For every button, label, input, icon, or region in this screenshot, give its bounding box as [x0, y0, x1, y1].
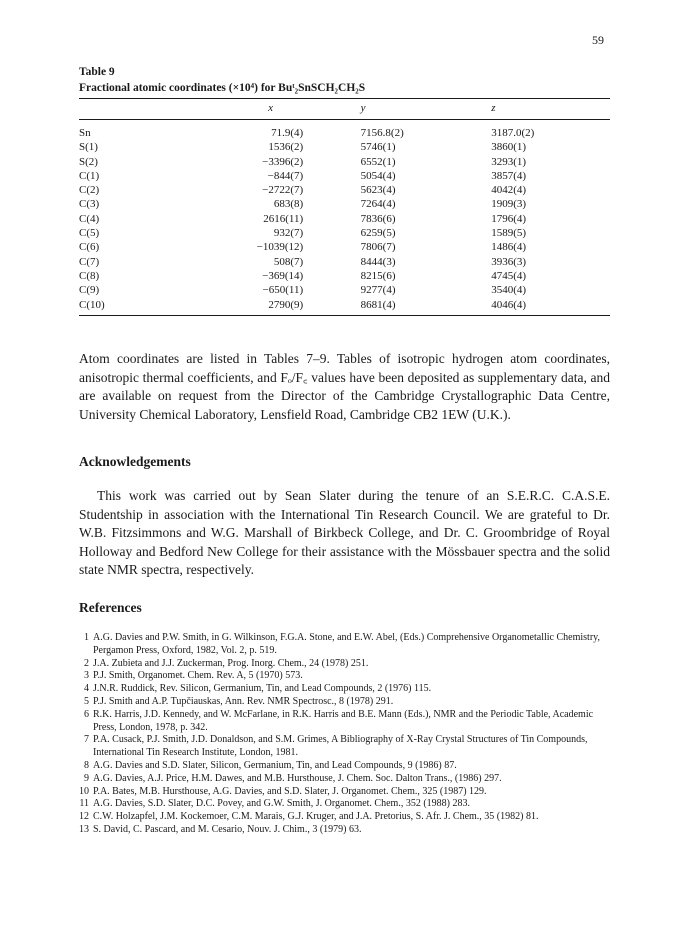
reference-number: 4 — [84, 683, 89, 695]
spacer-cell — [309, 140, 361, 154]
table-9 — [79, 66, 610, 316]
spacer-cell — [309, 269, 361, 283]
y-cell: 5623(4) — [360, 184, 396, 197]
atom-cell: C(2) — [79, 184, 100, 197]
reference-text: A.G. Davies and P.W. Smith, in G. Wilkinson, F.G.A. Stone, and E.W. Abel, (Eds.) Comprehensive Organometallic Chemistry, Pergamon Press, Oxford, 1982, Vol. 2, p. 519. — [93, 632, 600, 656]
x-cell: −3396(2) — [262, 155, 304, 168]
z-cell: 4745(4) — [491, 269, 527, 282]
table-row — [79, 183, 610, 197]
spacer-cell — [309, 197, 361, 211]
table-label: Table 9 — [79, 66, 115, 78]
reference-text: P.A. Cusack, P.J. Smith, J.D. Donaldson, and S.M. Grimes, A Bibliography of X-Ray Crystal Structures of Tin Compounds, International Tin Research Institute, London, 1981. — [93, 734, 588, 759]
y-cell: 7806(7) — [360, 241, 396, 254]
table-row — [79, 269, 610, 283]
reference-text: R.K. Harris, J.D. Kennedy, and W. McFarlane, in R.K. Harris and B.E. Mann (Eds.), NMR and the Periodic Table, Academic Press, London, 1978, p. 342. — [93, 708, 594, 733]
x-cell: −1039(12) — [256, 241, 304, 254]
y-cell: 7264(4) — [360, 198, 396, 211]
reference-number: 9 — [84, 772, 89, 784]
z-cell: 3860(1) — [491, 141, 527, 154]
x-cell: −2722(7) — [262, 184, 304, 197]
reference-number: 7 — [84, 734, 89, 746]
table-row — [79, 197, 610, 211]
z-cell: 1589(5) — [491, 227, 527, 240]
z-cell: 4042(4) — [491, 184, 527, 197]
table-bottom-rule — [79, 315, 610, 316]
atom-cell: C(9) — [79, 284, 100, 297]
reference-item — [79, 773, 619, 786]
reference-number: 5 — [84, 695, 89, 707]
header-y: y — [360, 102, 366, 114]
spacer-cell — [309, 155, 361, 169]
z-cell: 3936(3) — [491, 255, 527, 268]
atom-cell: S(2) — [79, 155, 98, 168]
x-cell: 508(7) — [273, 255, 304, 268]
reference-item — [79, 683, 619, 696]
atom-cell: Sn — [79, 127, 91, 139]
reference-text: S. David, C. Pascard, and M. Cesario, Nouv. J. Chim., 3 (1979) 63. — [93, 823, 362, 835]
y-cell: 5054(4) — [360, 169, 396, 182]
reference-item — [79, 696, 619, 709]
atom-cell: S(1) — [79, 141, 98, 154]
atom-cell: C(7) — [79, 255, 100, 268]
x-cell: 683(8) — [273, 198, 304, 211]
acknowledgements-heading: Acknowledgements — [79, 454, 191, 469]
header-atom — [79, 99, 158, 120]
reference-text: A.G. Davies and S.D. Slater, Silicon, Germanium, Tin, and Lead Compounds, 9 (1986) 87. — [93, 759, 457, 771]
x-cell: 1536(2) — [268, 141, 304, 154]
atom-cell: C(10) — [79, 298, 105, 311]
references-list — [79, 632, 619, 837]
reference-item — [79, 811, 619, 824]
paragraph-atom-coordinates: Atom coordinates are listed in Tables 7–9. Tables of isotropic hydrogen atom coordinates, anisotropic thermal coefficients, and Fₒ/F꜀ values have been deposited as supplementary data, and are available on request from the Director of the Cambridge Crystallographic Data Centre, University Chemical Laboratory, Lensfield Road, Cambridge CB2 1EW (U.K.). — [79, 351, 610, 422]
reference-number: 1 — [84, 632, 89, 643]
reference-item — [79, 658, 619, 671]
atom-cell: C(3) — [79, 198, 100, 211]
spacer-cell — [309, 169, 361, 183]
y-cell: 7836(6) — [360, 212, 396, 225]
spacer-cell — [309, 298, 361, 315]
coordinates-table — [79, 99, 610, 315]
reference-item — [79, 824, 619, 837]
reference-number: 3 — [84, 670, 89, 682]
z-cell: 4046(4) — [491, 298, 527, 311]
y-cell: 5746(1) — [360, 141, 396, 154]
reference-item — [79, 798, 619, 811]
reference-item — [79, 760, 619, 773]
reference-number: 6 — [84, 708, 89, 720]
z-cell: 1909(3) — [491, 198, 527, 211]
table-row — [79, 255, 610, 269]
reference-number: 2 — [84, 657, 89, 669]
table-row — [79, 240, 610, 254]
y-cell: 6552(1) — [360, 155, 396, 168]
reference-number: 12 — [79, 811, 89, 823]
table-row — [79, 283, 610, 297]
table-row — [79, 298, 610, 315]
atom-cell: C(6) — [79, 241, 100, 254]
atom-cell: C(1) — [79, 169, 100, 182]
reference-item — [79, 786, 619, 799]
header-z: z — [491, 102, 496, 114]
table-row — [79, 155, 610, 169]
reference-text: P.J. Smith and A.P. Tupčiauskas, Ann. Rev. NMR Spectrosc., 8 (1978) 291. — [93, 695, 394, 707]
reference-text: J.N.R. Ruddick, Rev. Silicon, Germanium, Tin, and Lead Compounds, 2 (1976) 115. — [93, 683, 432, 695]
references-heading: References — [79, 600, 142, 615]
z-cell: 3293(1) — [491, 155, 527, 168]
y-cell: 9277(4) — [360, 284, 396, 297]
x-cell: 2790(9) — [268, 298, 304, 311]
table-row — [79, 212, 610, 226]
spacer-cell — [309, 240, 361, 254]
x-cell: −844(7) — [267, 169, 304, 182]
reference-item — [79, 632, 619, 658]
z-cell: 1796(4) — [491, 212, 527, 225]
reference-number: 8 — [84, 759, 89, 771]
table-body — [79, 120, 610, 315]
reference-text: P.A. Bates, M.B. Hursthouse, A.G. Davies, and S.D. Slater, J. Organomet. Chem., 325 (1987) 129. — [93, 785, 487, 797]
x-cell: 71.9(4) — [271, 127, 304, 139]
header-x: x — [268, 102, 273, 114]
table-row — [79, 120, 610, 141]
z-cell: 3540(4) — [491, 284, 527, 297]
table-caption: Fractional atomic coordinates (×10⁴) for Buᵗ₂SnSCH₂CH₂S — [79, 82, 366, 94]
y-cell: 6259(5) — [360, 227, 396, 240]
reference-item — [79, 709, 619, 735]
x-cell: −369(14) — [262, 269, 304, 282]
spacer-cell — [309, 283, 361, 297]
reference-text: J.A. Zubieta and J.J. Zuckerman, Prog. Inorg. Chem., 24 (1978) 251. — [93, 657, 369, 669]
atom-cell: C(4) — [79, 212, 100, 225]
x-cell: 932(7) — [273, 227, 304, 240]
y-cell: 8444(3) — [360, 255, 396, 268]
reference-number: 10 — [79, 785, 89, 797]
table-row — [79, 226, 610, 240]
spacer-cell — [309, 212, 361, 226]
z-cell: 1486(4) — [491, 241, 527, 254]
reference-item — [79, 670, 619, 683]
atom-cell: C(8) — [79, 269, 100, 282]
atom-cell: C(5) — [79, 227, 100, 240]
spacer-cell — [309, 183, 361, 197]
reference-text: A.G. Davies, S.D. Slater, D.C. Povey, and G.W. Smith, J. Organomet. Chem., 352 (1988) 283. — [93, 798, 470, 810]
reference-text: A.G. Davies, A.J. Price, H.M. Dawes, and M.B. Hursthouse, J. Chem. Soc. Dalton Trans., (1986) 297. — [93, 772, 502, 784]
reference-text: C.W. Holzapfel, J.M. Kockemoer, C.M. Marais, G.J. Kruger, and J.A. Pretorius, S. Afr. J. Chem., 35 (1982) 81. — [93, 811, 539, 823]
reference-item — [79, 734, 619, 760]
z-cell: 3187.0(2) — [491, 127, 535, 139]
x-cell: −650(11) — [262, 284, 304, 297]
reference-text: P.J. Smith, Organomet. Chem. Rev. A, 5 (1970) 573. — [93, 670, 303, 682]
z-cell: 3857(4) — [491, 169, 527, 182]
table-header-row — [79, 99, 610, 120]
reference-number: 11 — [79, 798, 89, 810]
acknowledgements-text: This work was carried out by Sean Slater during the tenure of an S.E.R.C. C.A.S.E. Studentship in association with the International Tin Research Council. We are grateful to Dr. W.B. Fitzsimmons and W.G. Marshall of Birkbeck College, and Dr. C. Groombridge of Royal Holloway and Bedford New College for their assistance with the Mössbauer spectra and the solid state NMR spectra, respectively. — [79, 488, 610, 577]
y-cell: 8681(4) — [360, 298, 396, 311]
spacer-cell — [309, 226, 361, 240]
reference-number: 13 — [79, 823, 89, 835]
x-cell: 2616(11) — [263, 212, 304, 225]
spacer-cell — [309, 255, 361, 269]
y-cell: 7156.8(2) — [360, 127, 404, 139]
page-number: 59 — [592, 33, 604, 47]
spacer-cell — [309, 120, 361, 141]
table-row — [79, 140, 610, 154]
table-row — [79, 169, 610, 183]
y-cell: 8215(6) — [360, 269, 396, 282]
